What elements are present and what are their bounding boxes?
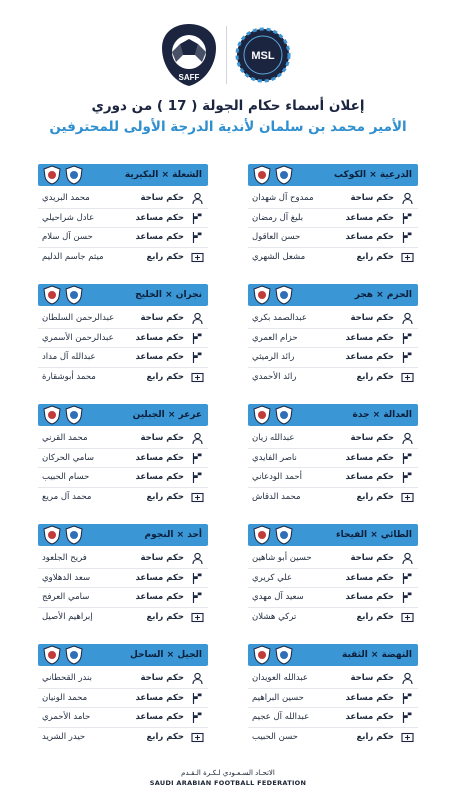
saff-logo xyxy=(158,22,220,88)
match-title: الجيل × الساحل xyxy=(130,650,202,660)
match-card-9 xyxy=(248,644,418,748)
referee-role: حكم رابع xyxy=(356,731,394,742)
saff-logo-text: SAFF xyxy=(178,73,200,82)
referee-row xyxy=(248,569,418,589)
referee-whistle-icon xyxy=(401,552,414,565)
referee-row xyxy=(248,368,418,388)
referee-name: تركي هشلان xyxy=(252,611,297,622)
referee-name: عبدالرحمن السلطان xyxy=(42,313,115,323)
linesman-flag-icon xyxy=(191,452,204,465)
page-title-line-2: الأمير محمد بن سلمان لأندية الدرجة الأولى للمحترفين xyxy=(49,119,407,135)
referee-row xyxy=(38,569,208,589)
footer xyxy=(0,768,456,800)
referee-role: حكم رابع xyxy=(356,491,394,502)
referee-name: بليغ آل رمضان xyxy=(252,212,304,223)
referee-name: حسن العاقول xyxy=(252,232,301,242)
referee-name: سعد الدهلاوي xyxy=(42,572,91,583)
team-crest-icon xyxy=(252,405,272,425)
match-header xyxy=(38,164,208,186)
fourth-official-board-icon xyxy=(401,731,414,744)
referee-row xyxy=(38,728,208,748)
team-crest-icon xyxy=(42,525,62,545)
match-title: الطائي × الفيحاء xyxy=(336,530,412,540)
linesman-flag-icon xyxy=(191,591,204,604)
referee-name: حسن الحبيب xyxy=(252,731,298,742)
referee-list xyxy=(38,669,208,747)
referee-name: حزام العمري xyxy=(252,332,298,343)
referee-whistle-icon xyxy=(191,672,204,685)
team-crest-icon xyxy=(274,525,294,545)
team-crest-icon xyxy=(42,405,62,425)
referee-role: حكم مساعد xyxy=(345,472,394,482)
referee-row xyxy=(38,488,208,508)
referee-row xyxy=(38,309,208,329)
referee-role: حكم ساحة xyxy=(350,553,394,563)
referee-role: حكم رابع xyxy=(146,731,184,742)
match-card-2 xyxy=(38,164,208,268)
match-title: النهضة × الثقبة xyxy=(342,650,412,660)
referee-name: فريح الجلعود xyxy=(42,553,87,563)
referee-name: أحمد الودعاني xyxy=(252,472,302,482)
match-title: العدالة × جدة xyxy=(352,410,412,420)
referee-name: حسين أبو شاهين xyxy=(252,553,312,563)
referee-role: حكم ساحة xyxy=(350,313,394,323)
match-header xyxy=(38,404,208,426)
match-card-6 xyxy=(38,404,208,508)
match-header xyxy=(38,284,208,306)
team-crest-icon xyxy=(252,165,272,185)
referee-row xyxy=(38,329,208,349)
referee-name: محمد الونيان xyxy=(42,692,88,703)
match-header xyxy=(248,164,418,186)
team-crest-icon xyxy=(252,525,272,545)
match-title: أحد × النجوم xyxy=(144,530,202,540)
match-card-4 xyxy=(38,284,208,388)
team-crest-icon xyxy=(252,285,272,305)
referee-row xyxy=(248,669,418,689)
referee-name: حامد الأحمري xyxy=(42,712,91,722)
referee-whistle-icon xyxy=(401,192,414,205)
match-header xyxy=(38,644,208,666)
match-card-10 xyxy=(38,644,208,748)
referee-row xyxy=(38,248,208,268)
referee-name: سعيد آل مهدي xyxy=(252,592,304,602)
fourth-official-board-icon xyxy=(191,371,204,384)
referee-row xyxy=(248,429,418,449)
team-crest-icon xyxy=(42,285,62,305)
referee-role: حكم رابع xyxy=(146,251,184,262)
referee-row xyxy=(248,189,418,209)
match-header xyxy=(248,644,418,666)
referee-row xyxy=(38,189,208,209)
linesman-flag-icon xyxy=(401,452,414,465)
referee-row xyxy=(248,588,418,608)
referee-name: سامي العرفج xyxy=(42,592,90,602)
referee-role: حكم رابع xyxy=(356,371,394,382)
referee-whistle-icon xyxy=(401,312,414,325)
referee-row xyxy=(38,348,208,368)
referee-list xyxy=(38,429,208,507)
team-crest-icon xyxy=(274,285,294,305)
linesman-flag-icon xyxy=(401,471,414,484)
match-header xyxy=(248,524,418,546)
logo-bar xyxy=(0,18,456,92)
team-crest-icon xyxy=(64,285,84,305)
linesman-flag-icon xyxy=(191,572,204,585)
referee-whistle-icon xyxy=(191,192,204,205)
referee-whistle-icon xyxy=(401,432,414,445)
referee-list xyxy=(248,549,418,627)
page-title-line-1: إعلان أسماء حكام الجولة ( 17 ) من دوري xyxy=(91,98,365,114)
referee-row xyxy=(248,549,418,569)
referee-row xyxy=(38,449,208,469)
referee-name: عبدالرحمن الأسمري xyxy=(42,332,114,343)
referee-list xyxy=(248,669,418,747)
logo-divider xyxy=(226,26,227,84)
referee-role: حكم مساعد xyxy=(345,232,394,242)
referee-role: حكم رابع xyxy=(146,611,184,622)
referee-name: ناصر الفايدي xyxy=(252,452,297,463)
fourth-official-board-icon xyxy=(401,611,414,624)
match-title: الحزم × هجر xyxy=(354,290,412,300)
referee-name: عبدالصمد بكري xyxy=(252,313,307,323)
referee-role: حكم مساعد xyxy=(345,212,394,223)
team-crest-icon xyxy=(64,165,84,185)
match-card-7 xyxy=(248,524,418,628)
referee-role: حكم مساعد xyxy=(135,232,184,242)
referee-row xyxy=(248,348,418,368)
fourth-official-board-icon xyxy=(401,491,414,504)
referee-role: حكم ساحة xyxy=(140,313,184,323)
fourth-official-board-icon xyxy=(191,731,204,744)
referee-row xyxy=(248,708,418,728)
match-header xyxy=(248,284,418,306)
linesman-flag-icon xyxy=(191,231,204,244)
team-crest-icon xyxy=(42,645,62,665)
referee-role: حكم مساعد xyxy=(345,692,394,703)
fourth-official-board-icon xyxy=(191,611,204,624)
referee-row xyxy=(38,689,208,709)
referee-role: حكم ساحة xyxy=(140,193,184,203)
linesman-flag-icon xyxy=(401,692,414,705)
linesman-flag-icon xyxy=(401,351,414,364)
referee-list xyxy=(38,549,208,627)
referee-name: حسين البراهيم xyxy=(252,692,304,703)
referee-role: حكم مساعد xyxy=(345,332,394,343)
match-header xyxy=(248,404,418,426)
referee-role: حكم رابع xyxy=(146,371,184,382)
referee-role: حكم مساعد xyxy=(135,712,184,722)
referee-row xyxy=(38,468,208,488)
msl-logo-text: MSL xyxy=(251,50,275,62)
referee-role: حكم مساعد xyxy=(345,712,394,722)
referee-role: حكم مساعد xyxy=(135,472,184,482)
referee-name: عبدالله آل عجيم xyxy=(252,712,310,722)
linesman-flag-icon xyxy=(401,572,414,585)
referee-role: حكم ساحة xyxy=(350,193,394,203)
referee-role: حكم ساحة xyxy=(140,673,184,683)
referee-role: حكم ساحة xyxy=(140,433,184,443)
referee-name: سامي الحركان xyxy=(42,452,95,463)
team-crest-icon xyxy=(252,645,272,665)
referee-role: حكم مساعد xyxy=(135,592,184,602)
referee-list xyxy=(248,309,418,387)
referee-row xyxy=(38,669,208,689)
team-crest-icon xyxy=(274,405,294,425)
footer-english-text: SAUDI ARABIAN FOOTBALL FEDERATION xyxy=(149,779,307,787)
referee-name: عبدالله العويدان xyxy=(252,673,308,683)
team-crest-icon xyxy=(274,645,294,665)
referee-name: بندر القحطاني xyxy=(42,673,92,683)
linesman-flag-icon xyxy=(401,212,414,225)
linesman-flag-icon xyxy=(401,231,414,244)
referee-row xyxy=(38,368,208,388)
referee-row xyxy=(38,708,208,728)
referee-role: حكم ساحة xyxy=(350,673,394,683)
fourth-official-board-icon xyxy=(401,371,414,384)
referee-name: عادل شراحيلي xyxy=(42,212,95,223)
referee-name: مشعل الشهري xyxy=(252,251,306,262)
referee-row xyxy=(248,488,418,508)
referee-row xyxy=(248,468,418,488)
referee-role: حكم مساعد xyxy=(135,332,184,343)
referee-row xyxy=(248,329,418,349)
header xyxy=(0,0,456,160)
referee-row xyxy=(38,588,208,608)
linesman-flag-icon xyxy=(191,351,204,364)
referee-role: حكم مساعد xyxy=(135,212,184,223)
referee-name: حسن آل سلام xyxy=(42,232,93,242)
team-crest-icon xyxy=(64,405,84,425)
referee-name: عبدالله آل مداد xyxy=(42,352,96,362)
referee-row xyxy=(248,728,418,748)
msl-logo xyxy=(232,22,294,88)
fourth-official-board-icon xyxy=(191,251,204,264)
referee-role: حكم مساعد xyxy=(135,692,184,703)
referee-name: محمد الدقاش xyxy=(252,491,301,502)
referee-name: ممدوح آل شهدان xyxy=(252,193,314,203)
referee-name: إبراهيم الأصيل xyxy=(42,611,93,622)
referee-name: حسام الحبيب xyxy=(42,472,90,482)
referee-whistle-icon xyxy=(191,312,204,325)
referee-row xyxy=(248,309,418,329)
referee-role: حكم مساعد xyxy=(135,452,184,463)
referee-row xyxy=(248,608,418,628)
team-crest-icon xyxy=(42,165,62,185)
match-title: نجران × الخليج xyxy=(135,290,202,300)
referee-name: عبدالله زيان xyxy=(252,433,295,443)
linesman-flag-icon xyxy=(401,711,414,724)
referee-list xyxy=(38,189,208,267)
referee-whistle-icon xyxy=(191,432,204,445)
linesman-flag-icon xyxy=(191,692,204,705)
linesman-flag-icon xyxy=(191,471,204,484)
referee-name: محمد أبوشقارة xyxy=(42,371,96,382)
team-crest-icon xyxy=(64,525,84,545)
referee-row xyxy=(248,689,418,709)
referee-role: حكم رابع xyxy=(146,491,184,502)
referee-role: حكم رابع xyxy=(356,251,394,262)
footer-arabic-text: الاتحـاد السـعـودي لـكـرة الـقـدم xyxy=(181,769,275,777)
referee-role: حكم مساعد xyxy=(345,592,394,602)
referee-name: حيدر الشريد xyxy=(42,731,86,742)
linesman-flag-icon xyxy=(191,212,204,225)
referee-role: حكم مساعد xyxy=(345,452,394,463)
referee-role: حكم ساحة xyxy=(140,553,184,563)
referee-name: محمد آل مريع xyxy=(42,491,92,502)
match-card-8 xyxy=(38,524,208,628)
referee-row xyxy=(38,228,208,248)
referee-list xyxy=(248,429,418,507)
match-card-5 xyxy=(248,404,418,508)
referee-row xyxy=(38,429,208,449)
referee-role: حكم مساعد xyxy=(135,352,184,362)
referee-role: حكم مساعد xyxy=(345,572,394,583)
referee-whistle-icon xyxy=(191,552,204,565)
linesman-flag-icon xyxy=(191,332,204,345)
referee-row xyxy=(248,248,418,268)
team-crest-icon xyxy=(64,645,84,665)
referee-whistle-icon xyxy=(401,672,414,685)
linesman-flag-icon xyxy=(191,711,204,724)
referee-row xyxy=(248,209,418,229)
referee-row xyxy=(248,449,418,469)
referee-name: رائد الأحمدي xyxy=(252,371,297,382)
referee-list xyxy=(248,189,418,267)
linesman-flag-icon xyxy=(401,332,414,345)
fourth-official-board-icon xyxy=(191,491,204,504)
referee-role: حكم ساحة xyxy=(350,433,394,443)
referee-role: حكم مساعد xyxy=(135,572,184,583)
referee-name: ميثم جاسم الدليم xyxy=(42,251,104,262)
referee-row xyxy=(248,228,418,248)
referee-name: علي كريري xyxy=(252,572,293,583)
team-crest-icon xyxy=(274,165,294,185)
referee-row xyxy=(38,209,208,229)
match-card-3 xyxy=(248,284,418,388)
referee-role: حكم مساعد xyxy=(345,352,394,362)
match-title: الشعلة × البكيرية xyxy=(124,170,202,180)
referee-list xyxy=(38,309,208,387)
match-header xyxy=(38,524,208,546)
referee-name: محمد القرني xyxy=(42,433,88,443)
match-card-1 xyxy=(248,164,418,268)
referee-name: رائد الرميثي xyxy=(252,352,295,362)
match-title: عرعر × الجبلين xyxy=(132,410,202,420)
referee-row xyxy=(38,549,208,569)
referee-name: محمد البريدي xyxy=(42,193,90,203)
referee-row xyxy=(38,608,208,628)
fourth-official-board-icon xyxy=(401,251,414,264)
match-title: الدرعية × الكوكب xyxy=(333,170,412,180)
referee-role: حكم رابع xyxy=(356,611,394,622)
linesman-flag-icon xyxy=(401,591,414,604)
